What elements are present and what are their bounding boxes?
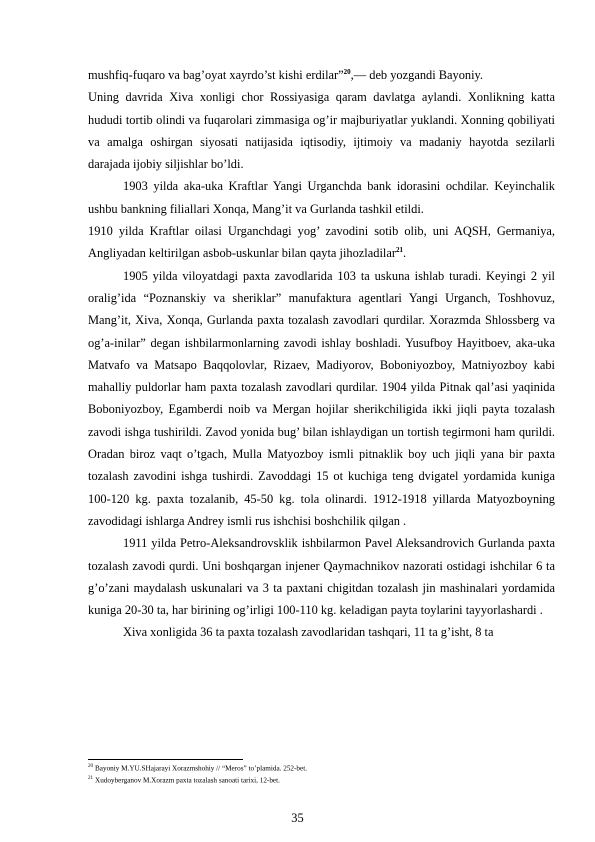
paragraph-6: 1911 yilda Petro-Aleksandrovsklik ishbilarmon Pavel Aleksandrovich Gurlanda paxta tozalash zavodi qurdi. Uni boshqargan injener Qaymachnikov nazorati ostidagi ishchilar 6 ta g’o’zani maydalash uskunalari va 3 ta paxtani chigitdan tozalash jin mashinalari yordamida kuniga 20-30 ta, har birining og’irligi 100-110 kg. keladigan payta toylarini tayyorlashardi . (88, 536, 555, 618)
paragraph-3: 1903 yilda aka-uka Kraftlar Yangi Urganchda bank idorasini ochdilar. Keyinchalik ushbu bankning filiallari Xonqa, Mang’it va Gurlanda tashkil etildi. (88, 179, 555, 216)
paragraph-4-text: 1910 yilda Kraftlar oilasi Urganchdagi yog’ zavodini sotib olib, uni AQSH, Germaniya, Angliyadan keltirilgan asbob-uskunlar bilan qayta jihozladilar (88, 224, 555, 261)
paragraph-1-text: mushfiq-fuqaro va bag’oyat xayrdo’st kishi erdilar” (88, 68, 344, 82)
footnote-text: Bayoniy M.YU.SHajarayi Xorazmshohiy // “Meros” to’plamida. 252-bet. (95, 764, 307, 773)
footnote-20 (88, 762, 555, 774)
paragraph-2: Uning davrida Xiva xonligi chor Rossiyasiga qaram davlatga aylandi. Xonlikning katta hududi tortib olindi va fuqarolari zimmasiga og’ir majburiyatlar yuklandi. Xonning qobiliyati va amalga oshirgan siyosati natijasida iqtisodiy, ijtimoiy va madaniy hayotda sezilarli darajada ijobiy siljishlar bo’ldi. (88, 90, 555, 172)
paragraph-5: 1905 yilda viloyatdagi paxta zavodlarida 103 ta uskuna ishlab turadi. Keyingi 2 yil oralig’ida “Poznanskiy va sheriklar” manufaktura agentlari Yangi Urganch, Toshhovuz, Mang’it, Xiva, Xonqa, Gurlanda paxta tozalash zavodlari qurdilar. Xorazmda Shlossberg va og’a-inilar” degan ishbilarmonlarning zavodi ishlay boshladi. Yusufboy Hayitboev, aka-uka Matvafo va Matsapo Baqqolovlar, Rizaev, Madiyorov, Boboniyozboy, Matniyozboy kabi mahalliy puldorlar ham paxta tozalash zavodlari qurdilar. 1904 yilda Pitnak qal’asi yaqinida Boboniyozboy, Egamberdi noib va Mergan hojilar sherikchiligida ikki jiqli payta tozalash zavodi ishga tushirildi. Zavod yonida bug’ bilan ishlaydigan un tortish tegirmoni ham qurildi. Oradan biroz vaqt o’tgach, Mulla Matyozboy ismli pitnaklik boy uch jiqli yana bir paxta tozalash zavodini ishga tushirdi. Zavoddagi 15 ot kuchiga teng dvigatel yordamida kuniga 100-120 kg. paxta tozalanib, 45-50 kg. tola olinardi. 1912-1918 yillarda Matyozboyning zavodidagi ishlarga Andrey ismli rus ishchisi boshchilik qilgan . (88, 268, 555, 528)
paragraph-4 (88, 220, 555, 265)
page-number: 35 (291, 811, 304, 825)
paragraph-4-tail: . (402, 246, 407, 261)
footnote-number: 21 (88, 775, 93, 781)
footnote-ref-20: 20 (343, 67, 351, 76)
footnote-text: Xudoyberganov M.Xorazm paxta tozalash sanoati tarixi, 12-bet. (95, 776, 280, 785)
paragraph-1 (88, 64, 555, 86)
paragraph-1-tail: ,— deb yozgandi Bayoniy. (350, 68, 484, 82)
footnote-number: 20 (88, 764, 93, 769)
document-body (88, 64, 555, 644)
footnote-ref-21: 21 (395, 246, 403, 255)
footnote-21 (88, 774, 555, 786)
footnotes (88, 762, 555, 786)
paragraph-7: Xiva xonligida 36 ta paxta tozalash zavodlaridan tashqari, 11 ta g’isht, 8 ta (123, 625, 494, 640)
footnote-divider (88, 759, 243, 760)
